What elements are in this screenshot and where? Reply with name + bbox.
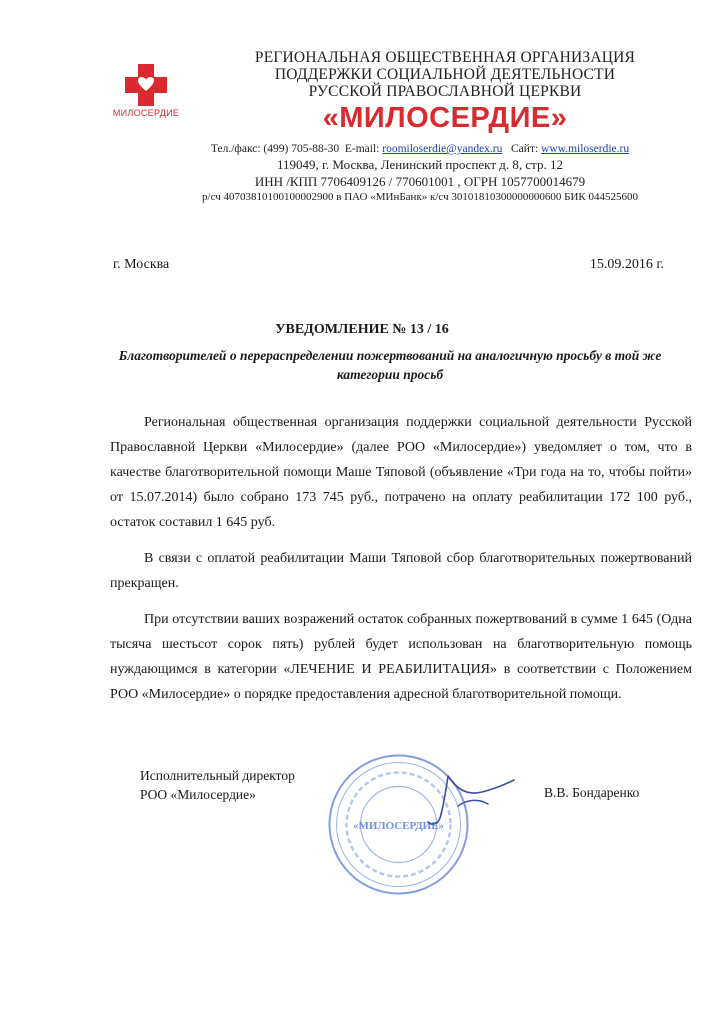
address-block (140, 156, 700, 190)
body-paragraph: При отсутствии ваших возражений остаток собранных пожертвований в сумме 1 645 (Одна тысяча шестьсот сорок пять) рублей будет использован на благотворительную помощь нуждающимся в категории «ЛЕЧЕНИЕ И РЕАБИЛИТАЦИЯ» в соответствии с Положением РОО «Милосердие» о порядке предоставления адресной благотворительной помощи. (110, 612, 692, 702)
document-title: УВЕДОМЛЕНИЕ № 13 / 16 (275, 322, 449, 337)
site-label: Сайт: (511, 143, 539, 155)
signatory-position (140, 766, 295, 804)
org-name-line: РУССКОЙ ПРАВОСЛАВНОЙ ЦЕРКВИ (308, 83, 582, 100)
bank-details: р/сч 40703810100100002900 в ПАО «МИнБанк» к/сч 30101810300000000600 БИК 044525600 (202, 191, 638, 203)
organization-logo (104, 62, 188, 126)
document-date: 15.09.2016 г. (589, 257, 664, 272)
signatory-name: В.В. Бондаренко (544, 785, 640, 800)
contact-line (140, 142, 700, 156)
website-link[interactable]: www.miloserdie.ru (541, 143, 630, 155)
phone-fax: Тел./факс: (499) 705-88-30 (210, 143, 340, 155)
stamp-text: «МИЛОСЕРДИЕ» (352, 820, 445, 832)
document-subtitle: Благотворителей о перераспределении пожертвований на аналогичную просьбу в той же категории просьб (118, 348, 662, 382)
position-title: Исполнительный директор (140, 768, 295, 783)
document-body (110, 410, 692, 718)
organization-brand: «МИЛОСЕРДИЕ» (322, 102, 568, 134)
body-paragraph: Региональная общественная организация поддержки социальной деятельности Русской Православной Церкви «Милосердие» (далее РОО «Милосердие») уведомляет о том, что в качестве благотворительной помощи Маше Тяповой (объявление «Три года на то, чтобы пойти» от 15.07.2014) было собрано 173 745 руб., потрачено на оплату реабилитации 172 100 руб., остаток составил 1 645 руб. (110, 415, 692, 530)
organization-name (230, 49, 660, 100)
logo-caption: МИЛОСЕРДИЕ (112, 108, 180, 118)
email-link[interactable]: roomiloserdie@yandex.ru (382, 143, 503, 155)
registration-ids: ИНН /КПП 7706409126 / 770601001 , ОГРН 1057700014679 (254, 174, 586, 189)
city: г. Москва (113, 257, 170, 272)
red-cross-heart-icon (122, 62, 170, 108)
org-name-line: РЕГИОНАЛЬНАЯ ОБЩЕСТВЕННАЯ ОРГАНИЗАЦИЯ (254, 49, 636, 66)
body-paragraph: В связи с оплатой реабилитации Маши Тяповой сбор благотворительных пожертвований прекращен. (110, 551, 692, 591)
org-name-line: ПОДДЕРЖКИ СОЦИАЛЬНОЙ ДЕЯТЕЛЬНОСТИ (274, 66, 616, 83)
position-org: РОО «Милосердие» (140, 787, 256, 802)
email-label: E-mail: (344, 143, 380, 155)
postal-address: 119049, г. Москва, Ленинский проспект д. 8, стр. 12 (277, 157, 563, 172)
handwritten-signature (418, 770, 518, 830)
